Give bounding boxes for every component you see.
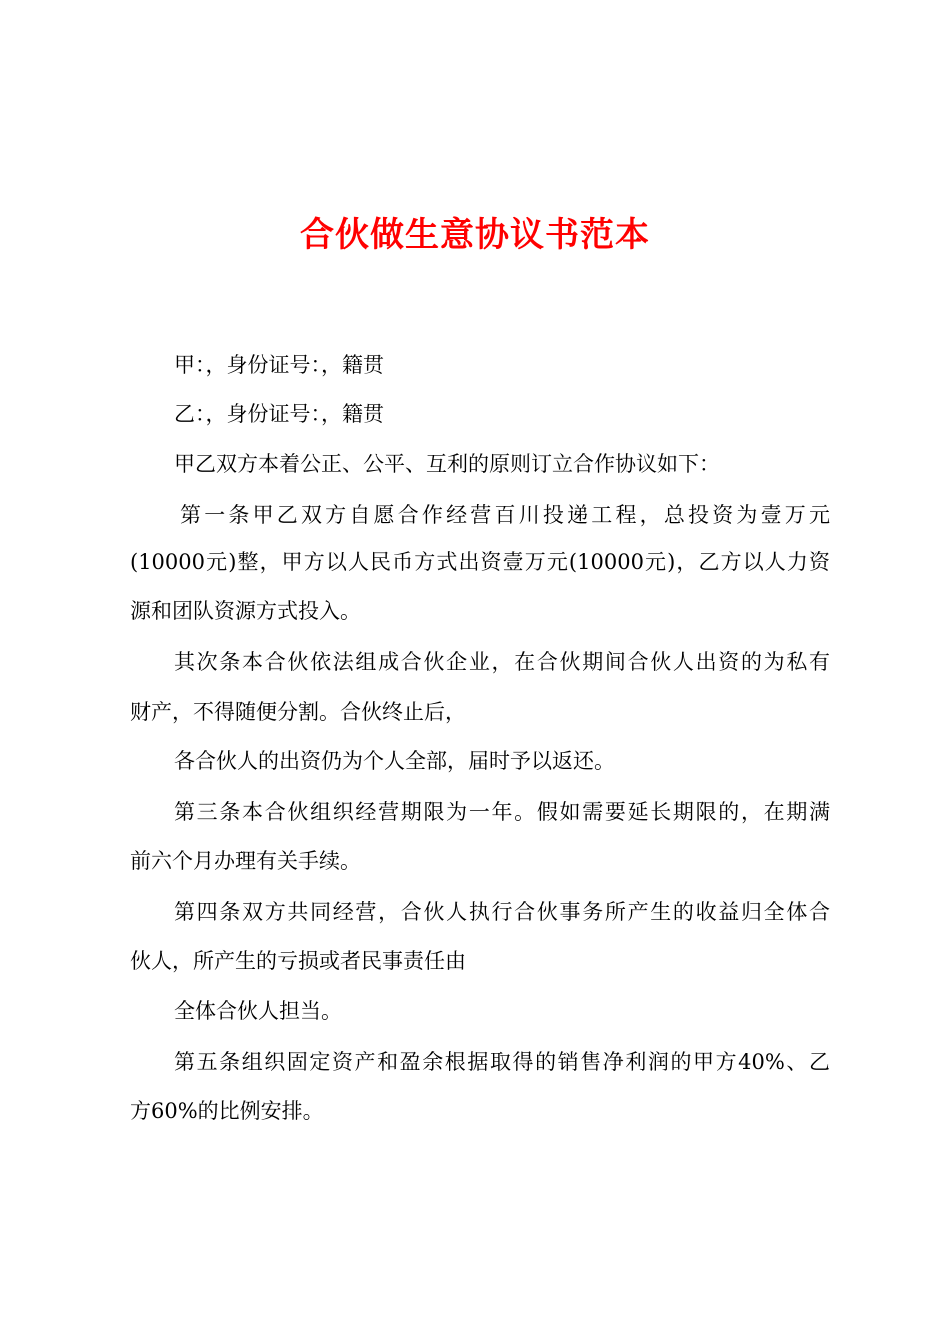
article-5-line-1: 第五条组织固定资产和盈余根据取得的销售净利润的甲方40%、乙 — [174, 1050, 830, 1074]
article-3-line-1: 第三条本合伙组织经营期限为一年。假如需要延长期限的，在期满 — [174, 800, 830, 824]
party-a-line: 甲：，身份证号：，籍贯 — [174, 353, 384, 377]
article-4-line-2: 伙人，所产生的亏损或者民事责任由 — [130, 949, 466, 973]
party-b-line: 乙：，身份证号：，籍贯 — [174, 402, 384, 426]
document-title: 合伙做生意协议书范本 — [300, 215, 650, 255]
article-1-line-1: 第一条甲乙双方自愿合作经营百川投递工程，总投资为壹万元 — [180, 503, 830, 527]
preamble-line: 甲乙双方本着公正、公平、互利的原则订立合作协议如下： — [174, 452, 720, 476]
article-4-line-1: 第四条双方共同经营，合伙人执行合伙事务所产生的收益归全体合 — [174, 900, 830, 924]
article-4-line-3: 全体合伙人担当。 — [174, 999, 342, 1023]
article-2-line-3: 各合伙人的出资仍为个人全部，届时予以返还。 — [174, 749, 615, 773]
article-3-line-2: 前六个月办理有关手续。 — [130, 849, 361, 873]
article-5-line-2: 方60%的比例安排。 — [130, 1099, 324, 1123]
article-2-line-1: 其次条本合伙依法组成合伙企业，在合伙期间合伙人出资的为私有 — [174, 650, 830, 674]
article-1-line-3: 源和团队资源方式投入。 — [130, 599, 361, 623]
article-2-line-2: 财产，不得随便分割。合伙终止后， — [130, 700, 466, 724]
article-1-line-2: (10000元)整，甲方以人民币方式出资壹万元(10000元)，乙方以人力资 — [130, 550, 830, 574]
